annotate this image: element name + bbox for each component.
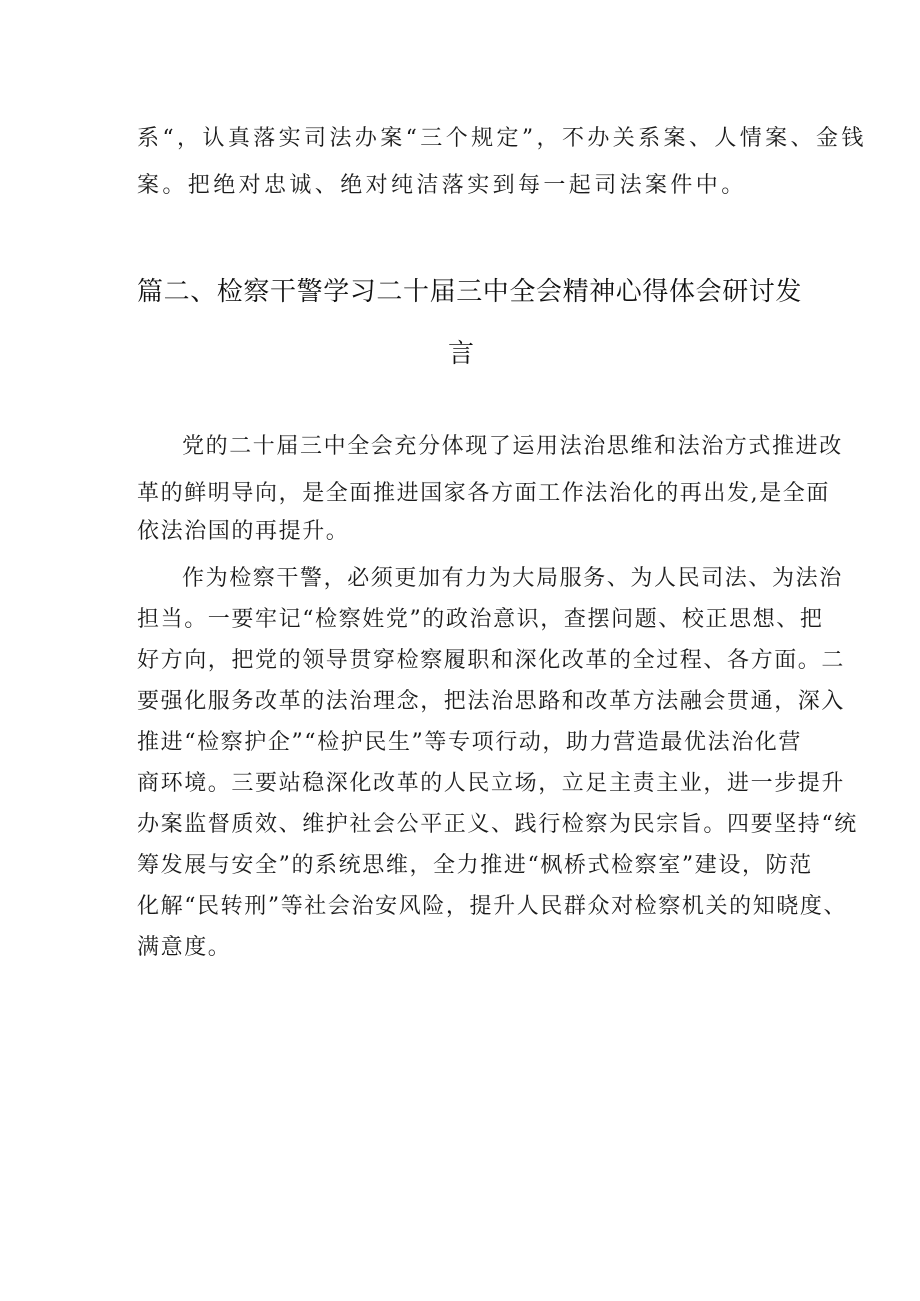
paragraph-2-line-4: 要强化服务改革的法治理念，把法治思路和改革方法融会贯通，深入 <box>137 689 846 714</box>
previous-text-line-2: 案。把绝对忠诚、绝对纯洁落实到每一起司法案件中。 <box>137 173 747 198</box>
section-title-line-2: 言 <box>448 339 475 369</box>
paragraph-2-line-8: 筹发展与安全”的系统思维，全力推进“枫桥式检察室”建设，防范 <box>137 853 813 878</box>
previous-text-line-1: 系“，认真落实司法办案“三个规定”，不办关系案、人情案、金钱 <box>137 126 867 151</box>
paragraph-1-line-3: 依法治国的再提升。 <box>137 519 350 544</box>
paragraph-1-line-2: 革的鲜明导向，是全面推进国家各方面工作法治化的再出发,是全面 <box>137 481 830 506</box>
paragraph-2-line-9: 化解“民转刑”等社会治安风险，提升人民群众对检察机关的知晓度、 <box>137 894 848 919</box>
paragraph-1-line-1: 党的二十届三中全会充分体现了运用法治思维和法治方式推进改 <box>182 434 843 459</box>
paragraph-2-line-6: 商环境。三要站稳深化改革的人民立场，立足主责主业，进一步提升 <box>137 771 846 796</box>
section-title-line-1: 篇二、检察干警学习二十届三中全会精神心得体会研讨发 <box>137 277 803 307</box>
paragraph-2-line-1: 作为检察干警，必须更加有力为大局服务、为人民司法、为法治 <box>182 566 843 591</box>
paragraph-2-line-3: 好方向，把党的领导贯穿检察履职和深化改革的全过程、各方面。二 <box>137 648 846 673</box>
paragraph-2-line-10: 满意度。 <box>137 935 232 960</box>
paragraph-2-line-7: 办案监督质效、维护社会公平正义、践行检察为民宗旨。四要坚持“统 <box>137 812 858 837</box>
paragraph-2-line-5: 推进“检察护企”“检护民生”等专项行动，助力营造最优法治化营 <box>137 730 802 755</box>
paragraph-2-line-2: 担当。一要牢记“检察姓党”的政治意识，查摆问题、校正思想、把 <box>137 607 824 632</box>
